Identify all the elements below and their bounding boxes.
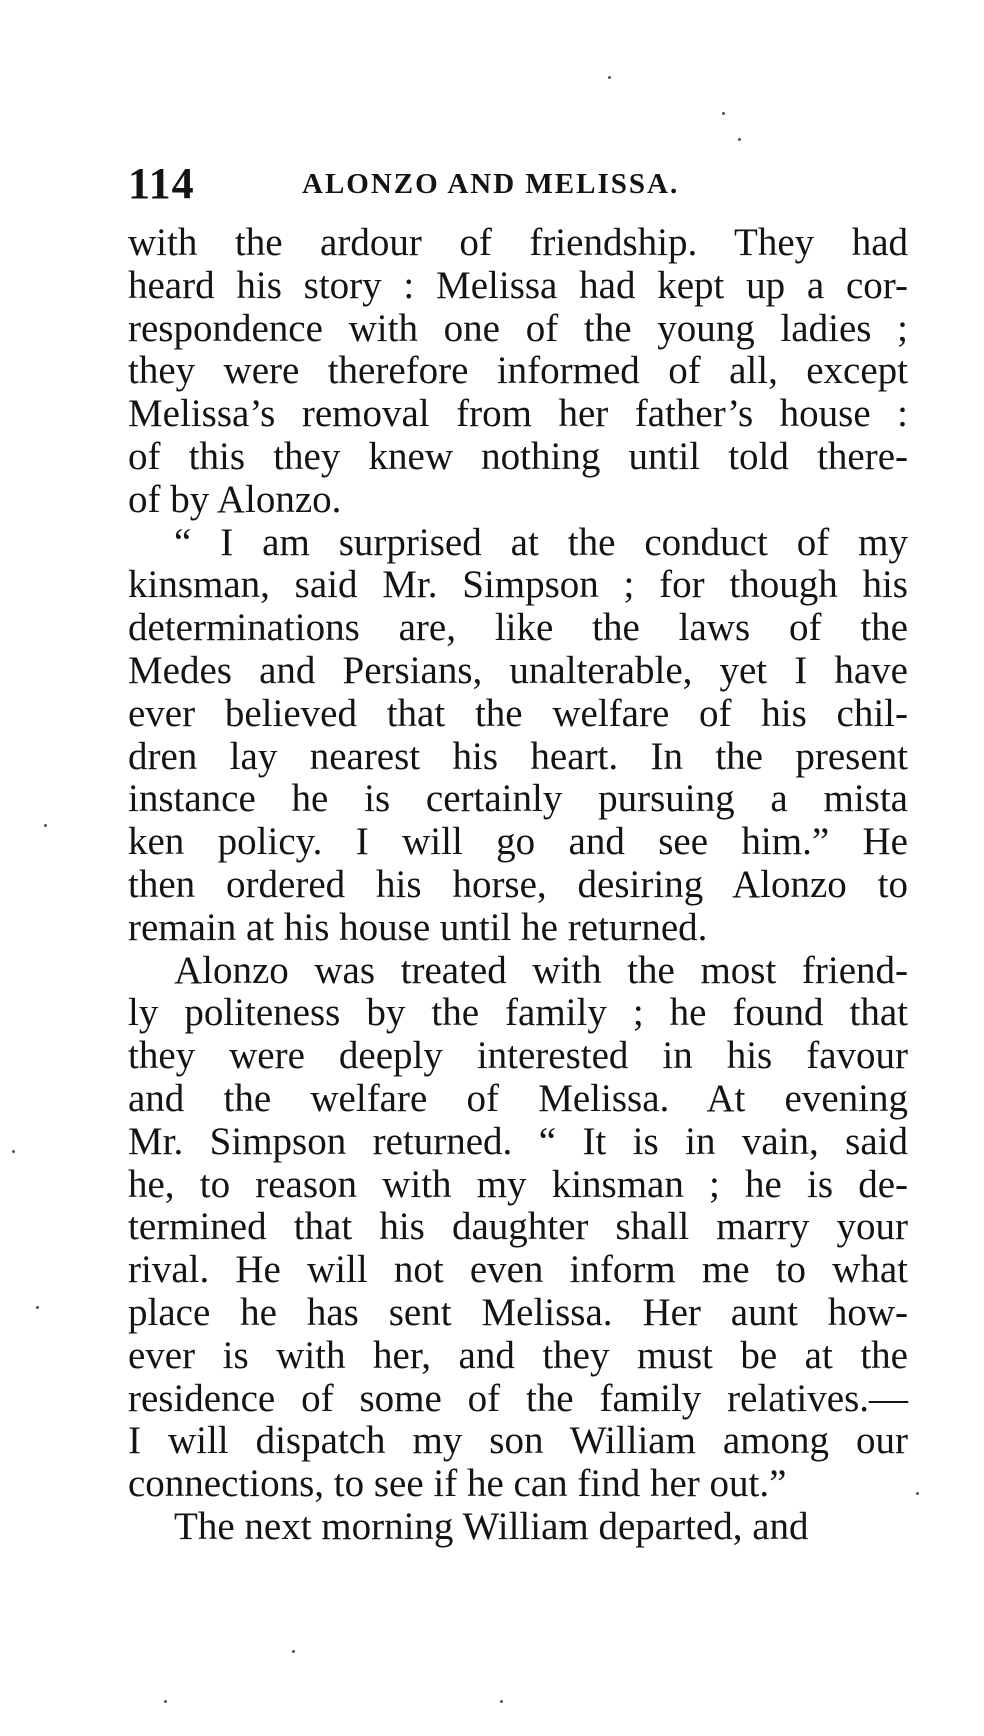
body-text (128, 222, 908, 1549)
text-line: residence of some of the family relatives.— (128, 1376, 908, 1420)
text-line: rival. He will not even inform me to what (128, 1248, 908, 1292)
scan-speck (500, 1700, 503, 1703)
text-line: kinsman, said Mr. Simpson ; for though his (128, 563, 908, 607)
scan-speck (916, 1492, 919, 1495)
paragraph (128, 222, 908, 522)
scan-speck (44, 824, 47, 827)
text-line: Mr. Simpson returned. “ It is in vain, said (128, 1119, 908, 1163)
text-line: remain at his house until he returned. (128, 905, 708, 949)
text-line: determinations are, like the laws of the (128, 606, 908, 650)
paragraph (128, 950, 908, 1506)
paragraph (128, 522, 908, 950)
text-line: they were therefore informed of all, except (128, 349, 908, 393)
scan-speck (722, 112, 725, 115)
text-line: they were deeply interested in his favour (128, 1034, 908, 1078)
text-line: The next morning William departed, and (174, 1504, 809, 1548)
scan-speck (164, 1700, 167, 1703)
text-line: connections, to see if he can find her out.” (128, 1462, 787, 1506)
running-title: ALONZO AND MELISSA. (302, 168, 680, 200)
text-line: respondence with one of the young ladies ; (128, 306, 908, 350)
text-line: then ordered his horse, desiring Alonzo to (128, 862, 908, 906)
scan-speck (608, 76, 611, 79)
text-line: heard his story : Melissa had kept up a cor- (128, 263, 908, 307)
text-line: Medes and Persians, unalterable, yet I have (128, 648, 908, 692)
text-line: “ I am surprised at the conduct of my (174, 520, 908, 564)
scan-speck (36, 1306, 39, 1309)
text-line: termined that his daughter shall marry your (128, 1205, 908, 1249)
text-line: with the ardour of friendship. They had (128, 221, 908, 264)
page-header (128, 158, 908, 208)
text-line: ever is with her, and they must be at the (128, 1333, 908, 1377)
text-line: and the welfare of Melissa. At evening (128, 1076, 908, 1120)
scan-speck (12, 1150, 15, 1153)
text-line: he, to reason with my kinsman ; he is de- (128, 1162, 908, 1206)
text-line: instance he is certainly pursuing a mista (128, 777, 908, 821)
text-line: ever believed that the welfare of his chil- (128, 691, 908, 735)
text-line: I will dispatch my son William among our (128, 1419, 908, 1463)
text-line: ken policy. I will go and see him.” He (128, 820, 908, 864)
text-line: ly politeness by the family ; he found that (128, 991, 908, 1035)
text-line: dren lay nearest his heart. In the present (128, 734, 908, 778)
text-line: Melissa’s removal from her father’s house : (128, 392, 908, 436)
text-line: place he has sent Melissa. Her aunt how- (128, 1290, 908, 1334)
text-line: of this they knew nothing until told there- (128, 434, 908, 478)
page-number: 114 (128, 159, 195, 208)
text-line: Alonzo was treated with the most friend- (174, 948, 908, 992)
text-line: of by Alonzo. (128, 477, 342, 521)
scan-speck (292, 1650, 295, 1653)
paragraph (128, 1506, 908, 1549)
scan-speck (738, 138, 741, 141)
